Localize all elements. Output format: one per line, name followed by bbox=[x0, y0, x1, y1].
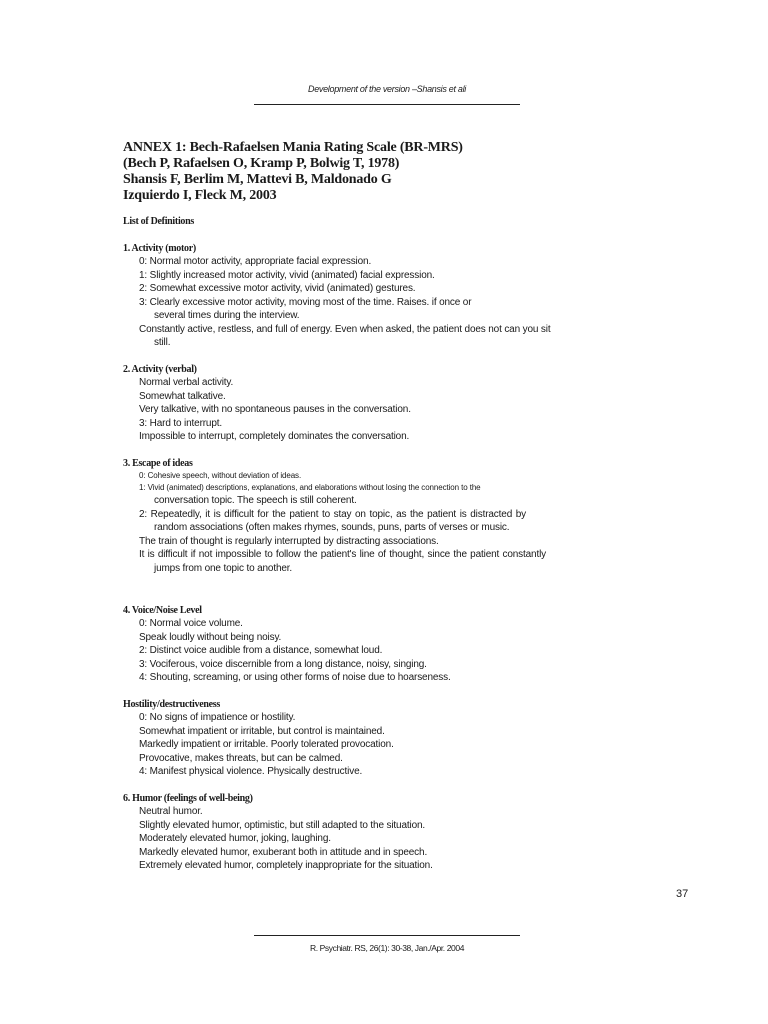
annex-title: ANNEX 1: Bech-Rafaelsen Mania Rating Scale (BR-MRS) bbox=[123, 140, 463, 155]
definition-item: Moderately elevated humor, joking, laughing. bbox=[139, 833, 331, 844]
definition-item: 2: Distinct voice audible from a distance, somewhat loud. bbox=[139, 645, 383, 656]
definition-item: Normal verbal activity. bbox=[139, 377, 234, 388]
section-title: Hostility/destructiveness bbox=[123, 699, 220, 710]
definition-item: Somewhat impatient or irritable, but control is maintained. bbox=[139, 725, 385, 737]
definition-item: Somewhat talkative. bbox=[139, 390, 226, 402]
definition-item: 0: Normal motor activity, appropriate facial expression. bbox=[139, 256, 372, 267]
annex-authors-line-1: Shansis F, Berlim M, Mattevi B, Maldonado G bbox=[123, 172, 392, 187]
definition-item: 3: Vociferous, voice discernible from a long distance, noisy, singing. bbox=[139, 658, 427, 670]
definition-item-continuation: conversation topic. The speech is still coherent. bbox=[154, 495, 357, 506]
section-voice-noise-level bbox=[123, 604, 553, 685]
definition-item: 4: Manifest physical violence. Physically destructive. bbox=[139, 766, 363, 777]
definition-item: Markedly impatient or irritable. Poorly tolerated provocation. bbox=[139, 739, 394, 750]
footer-divider bbox=[254, 935, 520, 936]
definition-item: 3: Clearly excessive motor activity, moving most of the time. Raises. if once or several times during the interview. bbox=[139, 296, 472, 321]
annex-reference: (Bech P, Rafaelsen O, Kramp P, Bolwig T, 1978) bbox=[123, 156, 400, 171]
definition-item: 2: Somewhat excessive motor activity, vivid (animated) gestures. bbox=[139, 283, 416, 294]
definition-item: The train of thought is regularly interrupted by distracting associations. bbox=[139, 535, 439, 547]
definition-item: Very talkative, with no spontaneous pauses in the conversation. bbox=[139, 404, 411, 415]
definition-item: 1: Slightly increased motor activity, vivid (animated) facial expression. bbox=[139, 269, 435, 281]
definition-item: Constantly active, restless, and full of energy. Even when asked, the patient does not can you sit still. bbox=[139, 323, 551, 348]
section-title: 6. Humor (feelings of well-being) bbox=[123, 793, 253, 804]
definition-item: 4: Shouting, screaming, or using other forms of noise due to hoarseness. bbox=[139, 672, 451, 683]
section-activity-motor bbox=[123, 242, 553, 350]
definition-item: 0: No signs of impatience or hostility. bbox=[139, 712, 296, 723]
section-escape-of-ideas bbox=[123, 457, 553, 575]
definition-item: Extremely elevated humor, completely inappropriate for the situation. bbox=[139, 860, 433, 871]
section-title: 1. Activity (motor) bbox=[123, 243, 196, 254]
definition-item: 0: Normal voice volume. bbox=[139, 618, 243, 629]
definition-item: Neutral humor. bbox=[139, 806, 203, 817]
definition-item: Slightly elevated humor, optimistic, but still adapted to the situation. bbox=[139, 819, 426, 831]
running-header: Development of the version –Shansis et ali bbox=[308, 84, 466, 94]
definition-item: 0: Cohesive speech, without deviation of ideas. bbox=[139, 471, 302, 480]
definition-item: 3: Hard to interrupt. bbox=[139, 417, 223, 429]
section-hostility bbox=[123, 698, 553, 779]
definition-item: 2: Repeatedly, it is difficult for the patient to stay on topic, as the patient is distracted by random associations (often makes rhymes, sounds, puns, parts of verses or music. bbox=[139, 508, 526, 533]
list-of-definitions-heading: List of Definitions bbox=[123, 216, 194, 227]
header-divider bbox=[254, 104, 520, 105]
page-number: 37 bbox=[676, 888, 689, 900]
definition-item: 1: Vivid (animated) descriptions, explanations, and elaborations without losing the connection to the bbox=[139, 483, 481, 492]
definition-item: Provocative, makes threats, but can be calmed. bbox=[139, 752, 343, 764]
section-humor bbox=[123, 792, 553, 873]
definition-item: Markedly elevated humor, exuberant both in attitude and in speech. bbox=[139, 846, 428, 858]
footer-citation: R. Psychiatr. RS, 26(1): 30-38, Jan./Apr. 2004 bbox=[309, 943, 465, 953]
annex-authors-line-2: Izquierdo I, Fleck M, 2003 bbox=[123, 188, 277, 203]
section-title: 4. Voice/Noise Level bbox=[123, 605, 202, 616]
definition-item: Impossible to interrupt, completely dominates the conversation. bbox=[139, 431, 410, 442]
section-title: 3. Escape of ideas bbox=[123, 458, 193, 469]
definition-item: It is difficult if not impossible to follow the patient's line of thought, since the patient constantly jumps from one topic to another. bbox=[139, 549, 546, 574]
annex-title-block bbox=[123, 140, 683, 204]
section-activity-verbal bbox=[123, 363, 553, 444]
definition-item: Speak loudly without being noisy. bbox=[139, 631, 282, 643]
section-title: 2. Activity (verbal) bbox=[123, 364, 197, 375]
